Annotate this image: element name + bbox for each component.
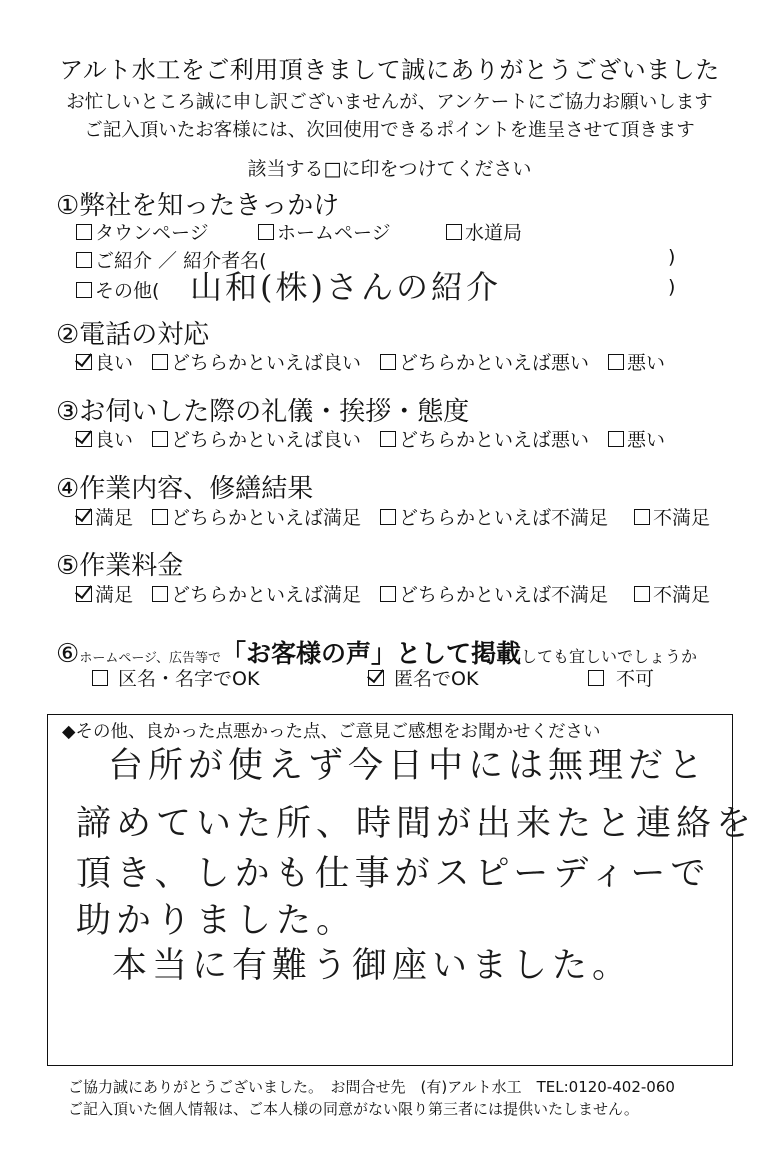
q4-option-fairly-dissatisfied[interactable]: どちらかといえば不満足	[380, 503, 608, 530]
q1-option-referral[interactable]: ご紹介 ／ 紹介者名(	[76, 246, 267, 273]
checkbox[interactable]	[634, 586, 650, 602]
q1-title: ①弊社を知ったきっかけ	[56, 191, 340, 221]
q2-option-bad[interactable]: 悪い	[608, 348, 665, 375]
checkbox[interactable]	[380, 509, 396, 525]
q1-other-handwritten: 山和(株)さんの紹介	[190, 268, 501, 306]
q3-option-bad[interactable]: 悪い	[608, 425, 665, 452]
checkbox[interactable]	[380, 354, 396, 370]
checkbox[interactable]	[92, 670, 108, 686]
q6-option-name-ok[interactable]: 区名・名字でOK	[92, 664, 259, 691]
checkbox[interactable]	[608, 431, 624, 447]
q1-option-other[interactable]: その他(	[76, 276, 159, 303]
checkbox[interactable]	[446, 224, 462, 240]
q4-option-satisfied[interactable]: 満足	[76, 503, 133, 530]
comment-line-2: 諦めていた所、時間が出来たと連絡を	[76, 804, 757, 844]
checkbox[interactable]	[634, 509, 650, 525]
q2-option-good[interactable]: 良い	[76, 348, 133, 375]
q1-option-waterworks[interactable]: 水道局	[446, 218, 522, 245]
q2-title: ②電話の対応	[56, 320, 210, 350]
checkbox[interactable]	[152, 509, 168, 525]
checkbox[interactable]	[76, 224, 92, 240]
comment-box-title: ◆その他、良かった点悪かった点、ご意見ご感想をお聞かせください	[62, 722, 601, 742]
q3-option-fairly-good[interactable]: どちらかといえば良い	[152, 425, 361, 452]
q3-title: ③お伺いした際の礼儀・挨拶・態度	[56, 397, 470, 427]
checkbox[interactable]	[152, 586, 168, 602]
q6-option-anonymous-ok[interactable]: 匿名でOK	[368, 664, 478, 691]
q5-title: ⑤作業料金	[56, 551, 184, 581]
q6-title: ⑥ ホームページ、広告等で 「お客様の声」として掲載 しても宜しいでしょうか	[56, 639, 698, 669]
checkbox[interactable]	[76, 282, 92, 298]
checkbox[interactable]	[152, 431, 168, 447]
checkbox[interactable]	[76, 252, 92, 268]
checkbox[interactable]	[258, 224, 274, 240]
checkbox[interactable]	[380, 431, 396, 447]
footer-privacy: ご記入頂いた個人情報は、ご本人様の同意がない限り第三者には提供いたしません。	[68, 1100, 639, 1118]
q3-option-good[interactable]: 良い	[76, 425, 133, 452]
q3-option-fairly-bad[interactable]: どちらかといえば悪い	[380, 425, 589, 452]
q5-option-dissatisfied[interactable]: 不満足	[634, 580, 710, 607]
q1-option-homepage[interactable]: ホームページ	[258, 218, 391, 245]
footer-contact: ご協力誠にありがとうございました。 お問合せ先 (有)アルト水工 TEL:0120-402-060	[68, 1078, 675, 1096]
comment-line-1: 台所が使えず今日中には無理だと	[108, 746, 709, 786]
survey-request: お忙しいところ誠に申し訳ございませんが、アンケートにご協力お願いします	[66, 92, 713, 113]
q5-option-fairly-satisfied[interactable]: どちらかといえば満足	[152, 580, 361, 607]
comment-line-4: 助かりました。	[76, 901, 357, 941]
q2-option-fairly-good[interactable]: どちらかといえば良い	[152, 348, 361, 375]
q1-referral-close: )	[668, 246, 676, 268]
q5-option-satisfied[interactable]: 満足	[76, 580, 133, 607]
checkbox-checked[interactable]	[76, 586, 92, 602]
q4-title: ④作業内容、修繕結果	[56, 474, 314, 504]
checkbox[interactable]	[588, 670, 604, 686]
checkbox-checked[interactable]	[76, 509, 92, 525]
survey-title: アルト水工をご利用頂きまして誠にありがとうございました	[59, 56, 720, 84]
survey-instruction: 該当する□に印をつけてください	[247, 158, 532, 180]
checkbox[interactable]	[608, 354, 624, 370]
comment-line-3: 頂き、しかも仕事がスピーディーで	[76, 854, 711, 894]
q4-option-fairly-satisfied[interactable]: どちらかといえば満足	[152, 503, 361, 530]
checkbox[interactable]	[380, 586, 396, 602]
survey-points-note: ご記入頂いたお客様には、次回使用できるポイントを進呈させて頂きます	[84, 120, 695, 141]
q6-option-not-allowed[interactable]: 不可	[588, 664, 654, 691]
q5-option-fairly-dissatisfied[interactable]: どちらかといえば不満足	[380, 580, 608, 607]
q1-option-townpage[interactable]: タウンページ	[76, 218, 209, 245]
checkbox-checked[interactable]	[368, 670, 384, 686]
q1-other-close: )	[668, 276, 676, 298]
checkbox-checked[interactable]	[76, 431, 92, 447]
checkbox-checked[interactable]	[76, 354, 92, 370]
checkbox[interactable]	[152, 354, 168, 370]
q4-option-dissatisfied[interactable]: 不満足	[634, 503, 710, 530]
comment-line-5: 本当に有難う御座いました。	[112, 946, 633, 986]
q2-option-fairly-bad[interactable]: どちらかといえば悪い	[380, 348, 589, 375]
